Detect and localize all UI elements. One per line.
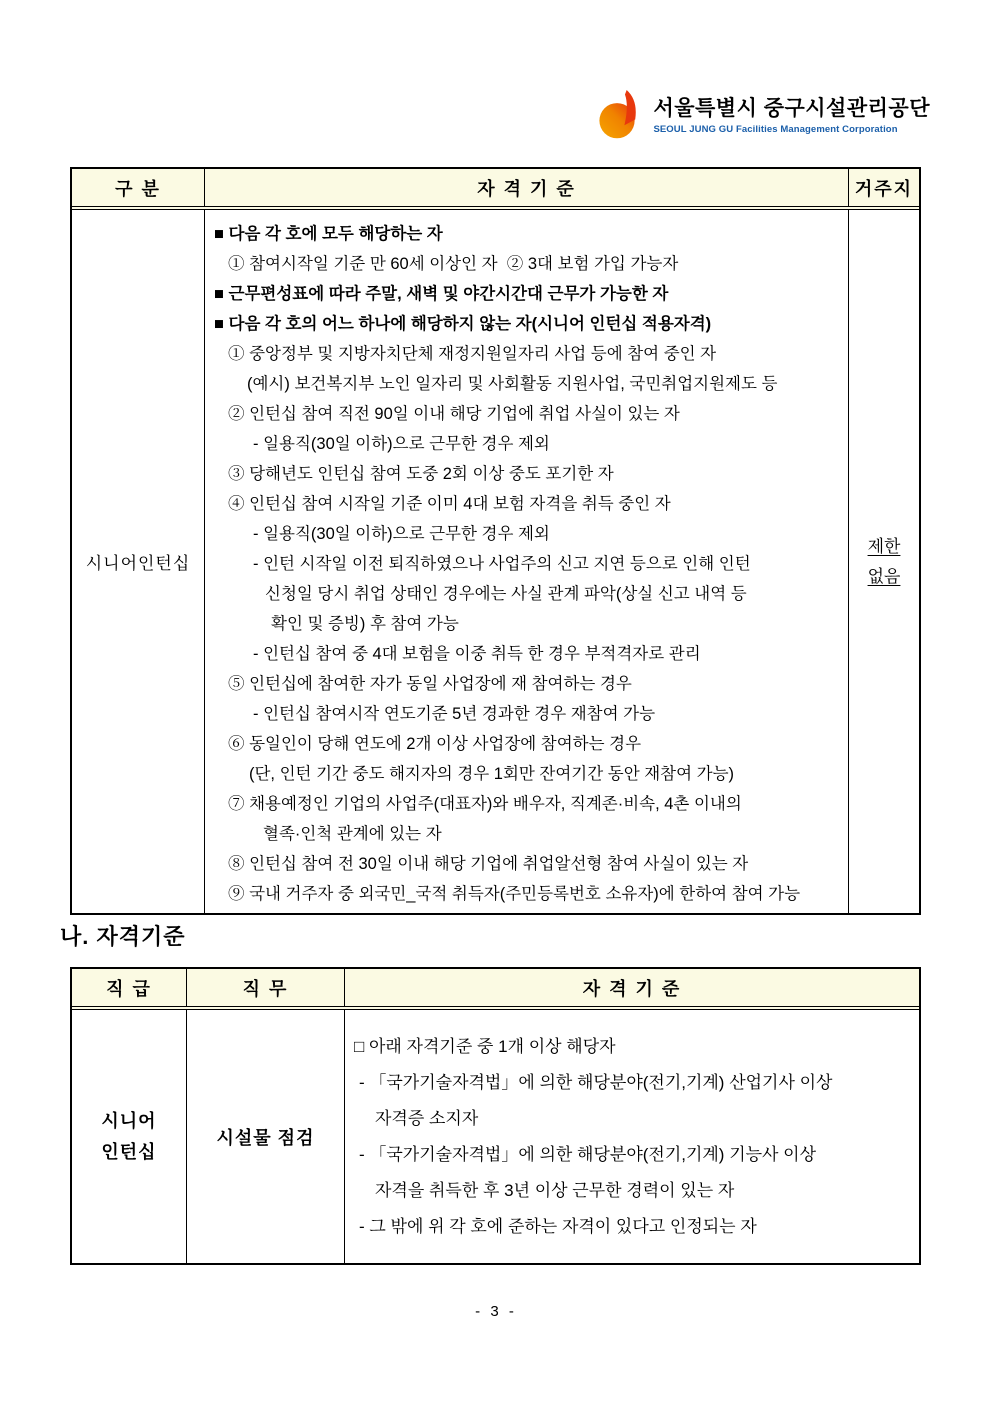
qualification-table [70,967,921,1265]
header-residence: 거주지 [854,179,914,199]
criteria-line: 혈족·인척 관계에 있는 자 [263,825,442,843]
criteria-line: - 「국가기술자격법」에 의한 해당분야(전기,기계) 산업기사 이상 [359,1072,833,1092]
eligibility-table-header [72,169,919,210]
criteria-line: - 일용직(30일 이하)으로 근무한 경우 제외 [253,435,550,453]
header-qualification: 자 격 기 준 [205,169,849,206]
logo-title: 서울특별시 중구시설관리공단 [653,96,930,120]
org-logo [598,90,930,140]
criteria-line: □ 아래 자격기준 중 1개 이상 해당자 [354,1036,616,1056]
criteria-line: ② 인턴십 참여 직전 90일 이내 해당 기업에 취업 사실이 있는 자 [228,405,680,423]
criteria-line: 신청일 당시 취업 상태인 경우에는 사실 관계 파악(상실 신고 내역 등 [265,585,747,603]
residence-line: 없음 [867,566,901,586]
logo-mark-icon [598,90,644,140]
criteria-line: ③ 당해년도 인턴십 참여 도중 2회 이상 중도 포기한 자 [228,465,614,483]
grade-line: 인턴십 [101,1141,157,1162]
criteria-line: - 인턴십 참여시작 연도기준 5년 경과한 경우 재참여 가능 [253,705,656,723]
category-cell: 시니어인턴십 [72,210,205,913]
criteria-line: - 일용직(30일 이하)으로 근무한 경우 제외 [253,525,550,543]
criteria-line: - 인턴 시작일 이전 퇴직하였으나 사업주의 신고 지연 등으로 인해 인턴 [253,555,751,573]
residence-line: 제한 [867,536,901,556]
criteria-line: 자격을 취득한 후 3년 이상 근무한 경력이 있는 자 [375,1180,735,1200]
criteria-line: 자격증 소지자 [375,1108,479,1128]
page-number: - 3 - [475,1303,517,1320]
criteria-line: ⑧ 인턴십 참여 전 30일 이내 해당 기업에 취업알선형 참여 사실이 있는 자 [228,855,749,873]
header-qualification: 자 격 기 준 [582,979,682,999]
section-heading: 나. 자격기준 [60,924,186,949]
criteria-line: ■ 다음 각 호의 어느 하나에 해당하지 않는 자(시니어 인턴십 적용자격) [214,315,712,333]
residence-cell [849,210,919,913]
qualification-cell [205,210,849,913]
eligibility-table-body [72,210,919,913]
logo-text [653,96,930,135]
eligibility-table [70,167,921,915]
grade-line: 시니어 [101,1110,157,1131]
grade-cell [72,1010,187,1263]
qualification-cell [345,1010,919,1263]
criteria-line: (단, 인턴 기간 중도 해지자의 경우 1회만 잔여기간 동안 재참여 가능) [249,765,735,783]
criteria-line: ■ 다음 각 호에 모두 해당하는 자 [214,225,443,243]
criteria-line: ① 중앙정부 및 지방자치단체 재정지원일자리 사업 등에 참여 중인 자 [228,345,717,363]
criteria-line: 확인 및 증빙) 후 참여 가능 [271,615,459,633]
criteria-line: - 그 밖에 위 각 호에 준하는 자격이 있다고 인정되는 자 [359,1216,757,1236]
criteria-line: - 「국가기술자격법」에 의한 해당분야(전기,기계) 기능사 이상 [359,1144,817,1164]
criteria-line: - 인턴십 참여 중 4대 보험을 이중 취득 한 경우 부적격자로 관리 [253,645,701,663]
criteria-line: ⑨ 국내 거주자 중 외국민_국적 취득자(주민등록번호 소유자)에 한하여 참여 가능 [228,885,801,903]
duty-cell: 시설물 점검 [187,1010,345,1263]
criteria-line: ⑥ 동일인이 당해 연도에 2개 이상 사업장에 참여하는 경우 [228,735,642,753]
criteria-line: (예시) 보건복지부 노인 일자리 및 사회활동 지원사업, 국민취업지원제도 등 [247,375,778,393]
criteria-line: ⑤ 인턴십에 참여한 자가 동일 사업장에 재 참여하는 경우 [228,675,632,693]
header-duty: 직 무 [187,969,345,1006]
criteria-line: ④ 인턴십 참여 시작일 기준 이미 4대 보험 자격을 취득 중인 자 [228,495,671,513]
header-category: 구 분 [72,169,205,206]
criteria-line: ⑦ 채용예정인 기업의 사업주(대표자)와 배우자, 직계존·비속, 4촌 이내의 [228,795,742,813]
logo-subtitle: SEOUL JUNG GU Facilities Management Corporation [653,123,898,135]
criteria-line: ① 참여시작일 기준 만 60세 이상인 자 ② 3대 보험 가입 가능자 [228,255,679,273]
qualification-table-header [72,969,919,1010]
header-grade: 직 급 [72,969,187,1006]
qualification-table-body [72,1010,919,1263]
criteria-line: ■ 근무편성표에 따라 주말, 새벽 및 야간시간대 근무가 가능한 자 [214,285,669,303]
